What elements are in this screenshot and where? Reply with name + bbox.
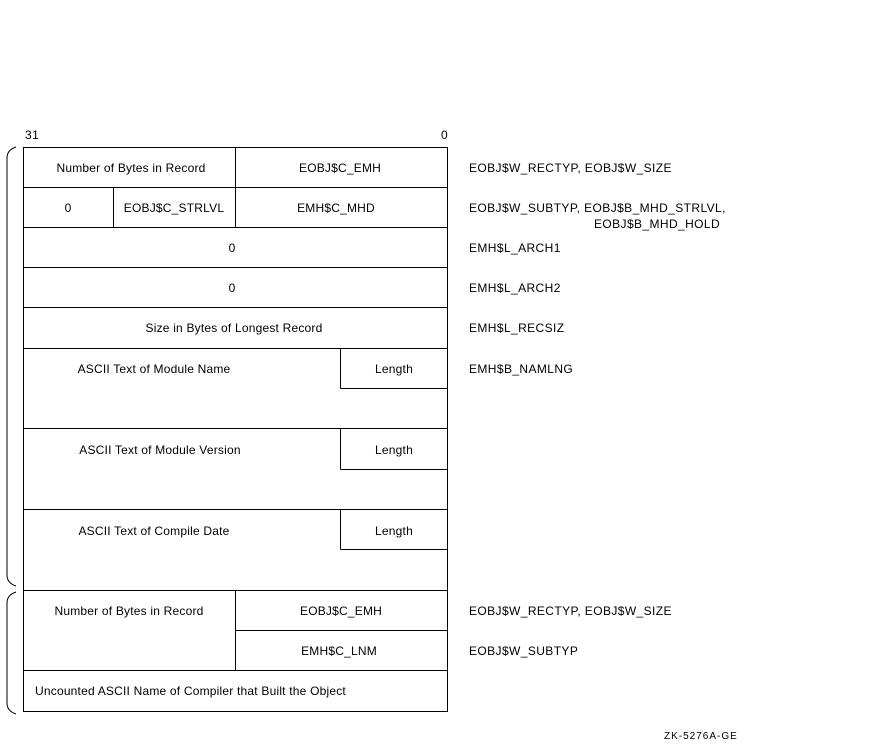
field-label: EMH$L_ARCH2 (469, 281, 561, 295)
module-name-length-field: Length (375, 362, 413, 376)
field-label: EOBJ$W_SUBTYP (469, 644, 579, 658)
bit-0-label: 0 (441, 128, 449, 142)
subtype-field: EMH$C_LNM (301, 644, 377, 658)
module-version-length-field: Length (375, 443, 413, 457)
record-size-max-field: Size in Bytes of Longest Record (145, 321, 323, 335)
subtype-field: EMH$C_MHD (297, 201, 375, 215)
lnm-record-brace (7, 592, 16, 714)
field-label: EMH$L_RECSIZ (469, 321, 565, 335)
lnm-record (24, 591, 448, 712)
field-label: EMH$L_ARCH1 (469, 241, 561, 255)
hold-field: 0 (64, 201, 72, 215)
field-label: EMH$B_NAMLNG (469, 362, 574, 376)
field-label: EOBJ$W_RECTYP, EOBJ$W_SIZE (469, 604, 672, 618)
arch1-field: 0 (228, 241, 236, 255)
compiler-name-field: Uncounted ASCII Name of Compiler that Built the Object (35, 684, 346, 698)
bit-31-label: 31 (25, 128, 40, 142)
compile-date-length-field: Length (375, 524, 413, 538)
field-label-continuation: EOBJ$B_MHD_HOLD (594, 217, 721, 231)
record-type-field: EOBJ$C_EMH (299, 604, 383, 618)
figure-id: ZK-5276A-GE (664, 731, 738, 742)
emh-record (24, 148, 448, 591)
field-label: EOBJ$W_RECTYP, EOBJ$W_SIZE (469, 161, 672, 175)
record-size-field: Number of Bytes in Record (54, 604, 204, 618)
module-version-text-field: ASCII Text of Module Version (79, 443, 241, 457)
arch2-field: 0 (228, 281, 236, 295)
compile-date-text-field: ASCII Text of Compile Date (78, 524, 230, 538)
record-size-field: Number of Bytes in Record (56, 161, 206, 175)
module-name-text-field: ASCII Text of Module Name (77, 362, 231, 376)
structure-level-field: EOBJ$C_STRLVL (123, 201, 225, 215)
field-label: EOBJ$W_SUBTYP, EOBJ$B_MHD_STRLVL, (469, 201, 726, 215)
emh-record-brace (7, 147, 16, 586)
record-type-field: EOBJ$C_EMH (298, 161, 382, 175)
